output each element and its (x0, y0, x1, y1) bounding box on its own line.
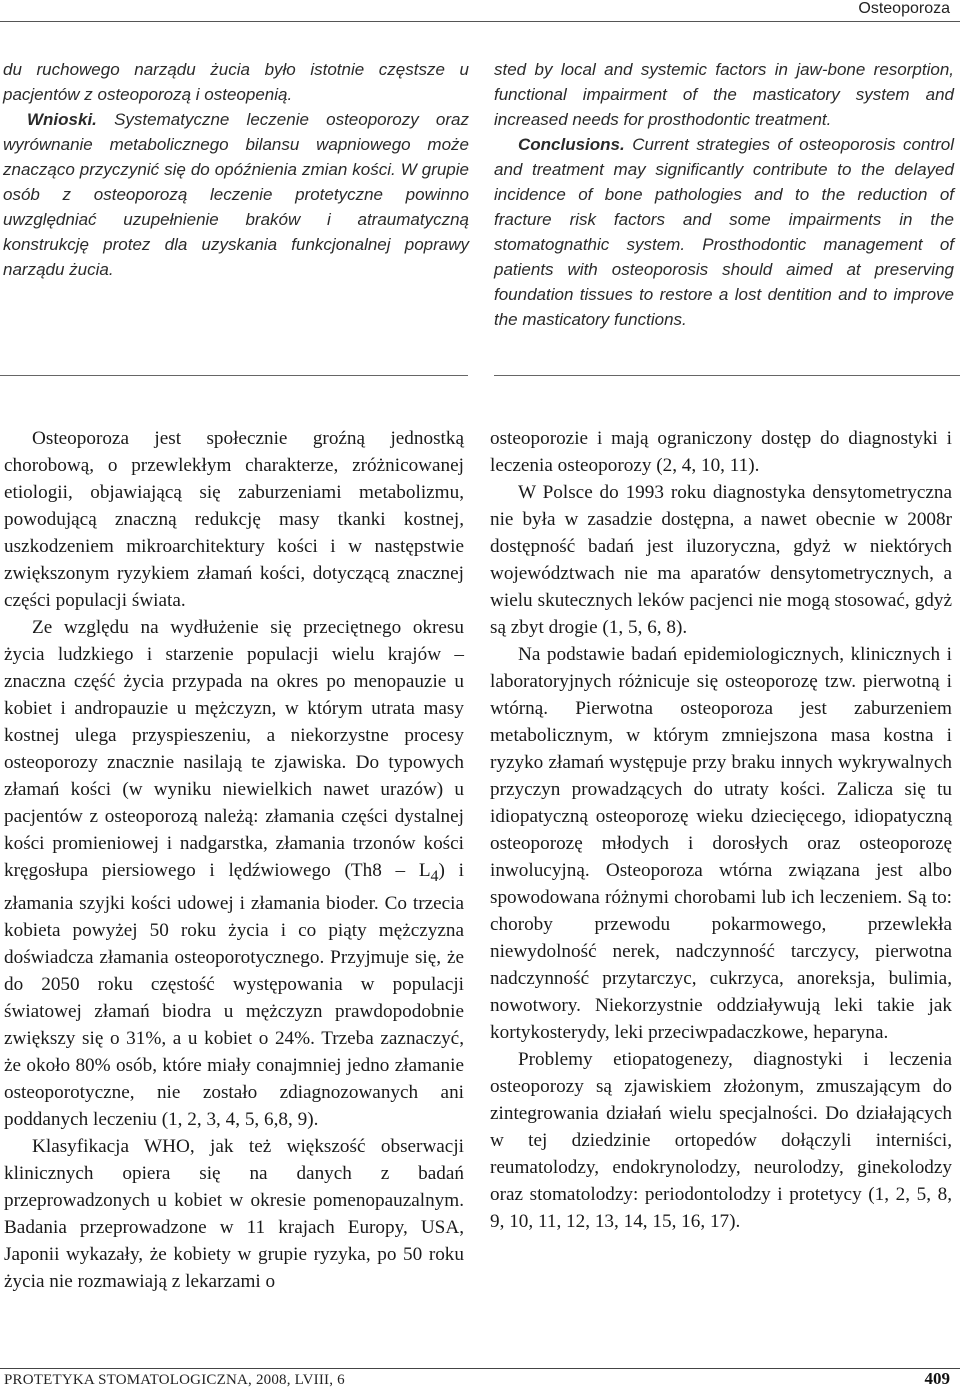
body-column-left (4, 425, 464, 1295)
abstract-pl-conclusions (3, 107, 469, 282)
body-text-run: Ze względu na wydłużenie się przeciętnego okresu życia ludzkiego i starzenie populacji wielu krajów – znaczna część życia przypada na okres po menopauzie u kobiet i andropauzie u mężczyzn, w którym utrata masy kostnej ulega przyspieszeniu, a niekorzystne procesy osteoporozy znacznie nasilają te zjawiska. Do typowych złamań kości (w wyniku niewielkich nawet urazów) u pacjentów z osteoporozą należą: złamania części dystalnej kości promieniowej i nadgarstka, złamania trzonów kości kręgosłupa piersiowego i lędźwiowego (Th8 – L (4, 617, 464, 881)
footer-rule (0, 1368, 960, 1369)
page-number: 409 (924, 1369, 950, 1388)
body-paragraph: W Polsce do 1993 roku diagnostyka densytometryczna nie była w zasadzie dostępna, a nawet obecnie w 2008r dostępność badań jest iluzoryczna, gdyż w niektórych województwach nie ma aparatów densytometrycznych, a wielu skutecznych leków pacjenci nie mogą stosować, gdyż są zbyt drogie (1, 5, 6, 8). (490, 482, 952, 638)
abstract-pl-conclusions-text: Systematyczne leczenie osteoporozy oraz wyrównanie metabolicznego bilansu wapniowego może znacząco przyczynić się do opóźnienia zmian kości. W grupie osób z osteoporozą leczenie protetyczne powinno uwzględniać uzupełnienie braków i atraumatyczną konstrukcję protez dla uzyskania funkcjonalnej poprawy narządu żucia. (3, 110, 469, 279)
abstract-en-conclusions-text: Current strategies of osteoporosis control and treatment may significantly contribute to the delayed incidence of bone pathologies and to the reduction of fracture risk factors and some impairments in the stomatognathic system. Prosthodontic management of patients with osteoporosis should aimed at preserving foundation tissues to restore a lost dentition and to improve the masticatory functions. (494, 135, 954, 329)
running-header (0, 0, 960, 24)
body-paragraph: Problemy etiopatogenezy, diagnostyki i leczenia osteoporozy są zjawiskiem złożonym, zmuszającym do zintegrowania działań wielu specjalności. Do działających w tej dziedzinie ortopedów dołączyli interniści, reumatolodzy, endokrynolodzy, neurolodzy, ginekolodzy oraz stomatolodzy: periodontolodzy i protetycy (1, 2, 5, 8, 9, 10, 11, 12, 13, 14, 15, 16, 17). (490, 1049, 952, 1232)
body-paragraph: Klasyfikacja WHO, jak też większość obserwacji klinicznych opiera się na danych z badań przeprowadzonych u kobiet w okresie pomenopauzalnym. Badania przeprowadzone w 11 krajach Europy, USA, Japonii wykazały, że kobiety w grupie ryzyka, po 50 roku życia nie rozmawiają z lekarzami o (4, 1135, 464, 1292)
section-divider-right (494, 375, 960, 376)
running-head-title: Osteoporoza (858, 0, 950, 17)
abstract-pl-conclusions-label: Wnioski. (27, 110, 97, 129)
body-paragraph: Osteoporoza jest społecznie groźną jednostką chorobową, o przewlekłym charakterze, zróżnicowanej etiologii, objawiającą się zaburzeniami metabolizmu, powodującą znaczną redukcję masy tkanki kostnej, uszkodzeniem mikroarchitektury kości i w następstwie zwiększonym ryzykiem złamań kości, dotyczącą znacznej części populacji świata. (4, 428, 464, 611)
body-paragraph: osteoporozie i mają ograniczony dostęp do diagnostyki i leczenia osteoporozy (2, 4, 10, 11). (490, 428, 952, 476)
body-paragraph (4, 614, 464, 1133)
abstract-pl-continuation: du ruchowego narządu żucia było istotnie częstsze u pacjentów z osteoporozą i osteopenią. (3, 60, 469, 104)
abstract-en-conclusions-label: Conclusions. (518, 135, 625, 154)
section-divider-left (0, 375, 468, 376)
page-footer (0, 1368, 960, 1391)
abstract-en-continuation: sted by local and systemic factors in jaw-bone resorption, functional impairment of the masticatory system and increased needs for prosthodontic treatment. (494, 60, 954, 129)
abstract-polish (3, 57, 469, 282)
body-column-right (490, 425, 952, 1235)
header-rule (0, 21, 960, 22)
body-text-run: ) i złamania szyjki kości udowej i złamania bioder. Co trzecia kobieta powyżej 50 roku życia i co piąty mężczyzna doświadcza złamania osteoporotycznego. Przyjmuje się, że do 2050 roku częstość występowania w populacji światowej złamań biodra u mężczyzn prawdopodobnie zwiększy się o 31%, a u kobiet o 24%. Trzeba zaznaczyć, że około 80% osób, które miały conajmniej jedno złamanie osteoporotyczne, nie zostało zdiagnozowanych ani poddanych leczeniu (1, 2, 3, 4, 5, 6,8, 9). (4, 860, 464, 1130)
subscript-4: 4 (430, 867, 439, 885)
abstract-en-conclusions (494, 132, 954, 332)
journal-citation: PROTETYKA STOMATOLOGICZNA, 2008, LVIII, 6 (4, 1372, 345, 1388)
body-paragraph: Na podstawie badań epidemiologicznych, klinicznych i laboratoryjnych różnicuje się osteoporozę tzw. pierwotną i wtórną. Pierwotna osteoporoza jest zaburzeniem metabolicznym, w którym zmniejszona masa kostna i ryzyko złamań występuje przy braku innych wykrywalnych przyczyn prowadzących do utraty kości. Zalicza się tu idiopatyczną osteoporozę wieku dziecięcego, idiopatyczną osteoporozę młodych i dorosłych oraz osteoporozę inwolucyjną. Osteoporoza wtórna związana jest albo spowodowana różnymi chorobami lub ich leczeniem. Są to: choroby przewodu pokarmowego, przewlekła niewydolność nerek, nadczynność tarczycy, pierwotna nadczynność przytarczyc, cukrzyca, anoreksja, bulimia, nowotwory. Niekorzystnie oddziaływują leki takie jak kortykosterydy, leki przeciwpadaczkowe, heparyna. (490, 644, 952, 1043)
abstract-english (494, 57, 954, 332)
